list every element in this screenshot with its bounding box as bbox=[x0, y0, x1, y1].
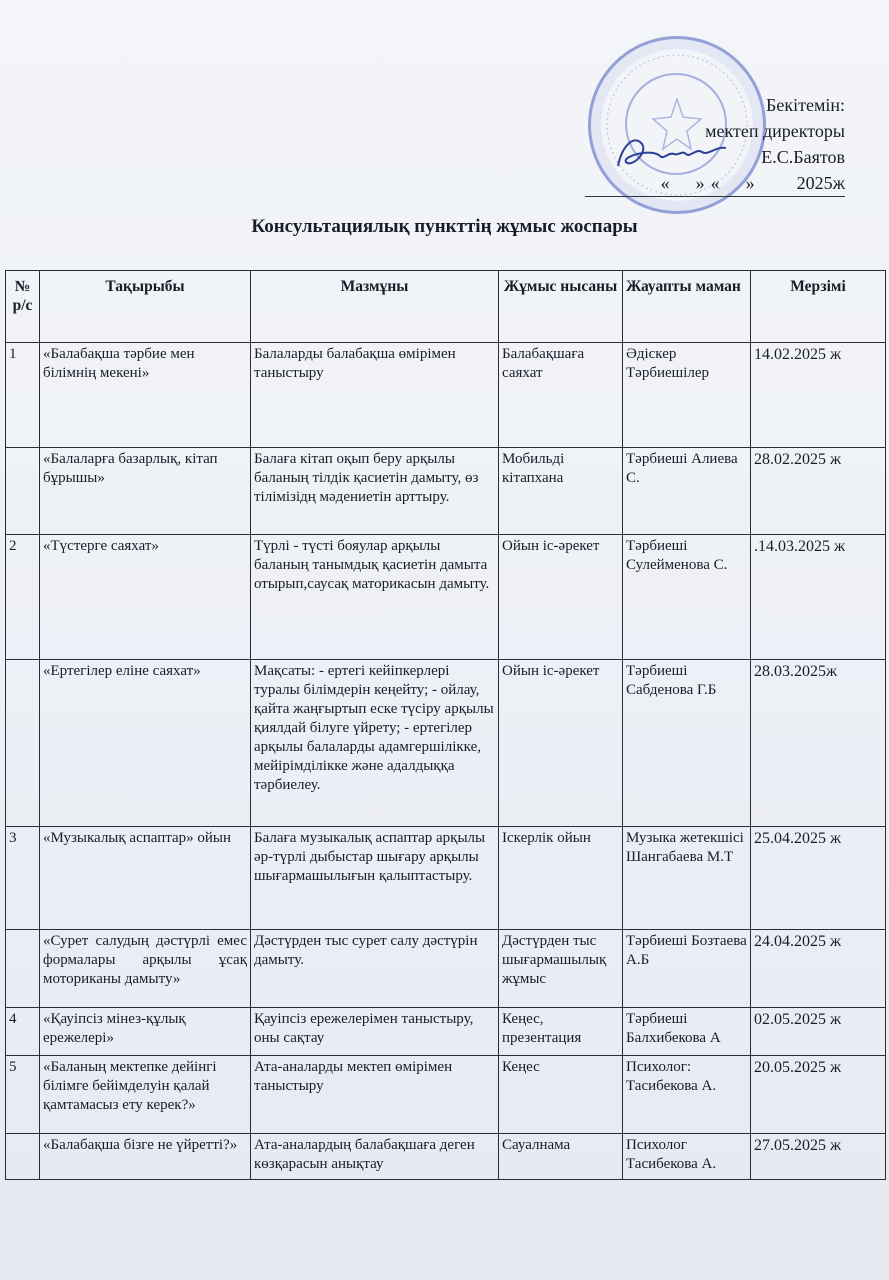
row-form: Іскерлік ойын bbox=[499, 827, 623, 930]
row-topic: «Балаларға базарлық, кітап бұрышы» bbox=[40, 448, 251, 535]
row-form: Балабақшаға саяхат bbox=[499, 343, 623, 448]
table-row bbox=[6, 343, 886, 448]
row-responsible: Психолог Тасибекова А. bbox=[623, 1134, 751, 1180]
row-form: Мобильді кітапхана bbox=[499, 448, 623, 535]
row-num: 2 bbox=[6, 535, 40, 660]
row-form: Кеңес bbox=[499, 1056, 623, 1134]
row-content: Ата-аналарды мектеп өмірімен таныстыру bbox=[251, 1056, 499, 1134]
header-content: Мазмұны bbox=[251, 271, 499, 343]
row-topic: «Ертегілер еліне саяхат» bbox=[40, 660, 251, 827]
row-form: Сауалнама bbox=[499, 1134, 623, 1180]
row-date: 28.03.2025ж bbox=[751, 660, 886, 827]
row-responsible: Әдіскер Тәрбиешілер bbox=[623, 343, 751, 448]
date-quote-open-2: « bbox=[710, 173, 720, 193]
row-topic: «Қауіпсіз мінез-құлық ережелері» bbox=[40, 1008, 251, 1056]
row-date: 28.02.2025 ж bbox=[751, 448, 886, 535]
row-num bbox=[6, 1134, 40, 1180]
row-content: Мақсаты: - ертегі кейіпкерлері туралы білімдерін кеңейту; - ойлау, қайта жаңғыртып еске түсіру арқылы қиялдай білуге үйрету; - ертегілер арқылы балаларды адамгершілікке, мейірімділікке және адалдыққа тәрбиелеу. bbox=[251, 660, 499, 827]
date-quote-close-1: » bbox=[695, 173, 705, 193]
row-form: Дәстүрден тыс шығармашылық жұмыс bbox=[499, 930, 623, 1008]
row-date: .14.03.2025 ж bbox=[751, 535, 886, 660]
row-responsible: Тәрбиеші Балхибекова А bbox=[623, 1008, 751, 1056]
table-row bbox=[6, 660, 886, 827]
row-num: 1 bbox=[6, 343, 40, 448]
plan-table bbox=[5, 270, 886, 1180]
header-topic: Тақырыбы bbox=[40, 271, 251, 343]
row-content: Балаға кітап оқып беру арқылы баланың тілдік қасиетін дамыту, өз тілімізідң мәдениетін арттыру. bbox=[251, 448, 499, 535]
row-content: Балаға музыкалық аспаптар арқылы әр-түрлі дыбыстар шығару арқылы шығармашылығын қалыптастыру. bbox=[251, 827, 499, 930]
row-topic: «Балабақша тәрбие мен білімнің мекені» bbox=[40, 343, 251, 448]
row-form: Кеңес, презентация bbox=[499, 1008, 623, 1056]
table-row bbox=[6, 1134, 886, 1180]
row-num: 3 bbox=[6, 827, 40, 930]
row-topic: «Музыкалық аспаптар» ойын bbox=[40, 827, 251, 930]
row-num bbox=[6, 930, 40, 1008]
row-date: 27.05.2025 ж bbox=[751, 1134, 886, 1180]
row-responsible: Тәрбиеші Сабденова Г.Б bbox=[623, 660, 751, 827]
row-content: Дәстүрден тыс сурет салу дәстүрін дамыту. bbox=[251, 930, 499, 1008]
row-responsible: Музыка жетекшісі Шангабаева М.Т bbox=[623, 827, 751, 930]
header-date: Мерзімі bbox=[751, 271, 886, 343]
approval-date bbox=[585, 170, 845, 197]
approval-heading: Бекітемін: bbox=[766, 95, 845, 115]
table-row bbox=[6, 448, 886, 535]
table-row bbox=[6, 930, 886, 1008]
row-num: 5 bbox=[6, 1056, 40, 1134]
header-form: Жұмыс нысаны bbox=[499, 271, 623, 343]
row-topic: «Балабақша бізге не үйретті?» bbox=[40, 1134, 251, 1180]
date-year: 2025ж bbox=[796, 173, 845, 193]
row-num bbox=[6, 448, 40, 535]
row-topic: «Сурет салудың дәстүрлі емес формалары арқылы ұсақ моториканы дамыту» bbox=[40, 930, 251, 1008]
row-content: Ата-аналардың балабақшаға деген көзқарасын анықтау bbox=[251, 1134, 499, 1180]
row-responsible: Тәрбиеші Бозтаева А.Б bbox=[623, 930, 751, 1008]
table-row bbox=[6, 1056, 886, 1134]
table-row bbox=[6, 827, 886, 930]
date-quote-close-2: » bbox=[745, 173, 755, 193]
row-num bbox=[6, 660, 40, 827]
row-content: Балаларды балабақша өмірімен таныстыру bbox=[251, 343, 499, 448]
row-form: Ойын іс-әрекет bbox=[499, 535, 623, 660]
row-date: 24.04.2025 ж bbox=[751, 930, 886, 1008]
row-date: 20.05.2025 ж bbox=[751, 1056, 886, 1134]
row-content: Түрлі - түсті бояулар арқылы баланың танымдық қасиетін дамыта отырып,саусақ маторикасын дамыту. bbox=[251, 535, 499, 660]
row-responsible: Тәрбиеші Сулейменова С. bbox=[623, 535, 751, 660]
row-responsible: Психолог: Тасибекова А. bbox=[623, 1056, 751, 1134]
row-topic: «Түстерге саяхат» bbox=[40, 535, 251, 660]
header-num: № р/с bbox=[6, 271, 40, 343]
approval-block bbox=[585, 92, 845, 197]
document-title: Консультациялық пункттің жұмыс жоспары bbox=[251, 216, 638, 237]
row-date: 14.02.2025 ж bbox=[751, 343, 886, 448]
row-num: 4 bbox=[6, 1008, 40, 1056]
date-quote-open-1: « bbox=[660, 173, 670, 193]
table-header-row bbox=[6, 271, 886, 343]
row-date: 25.04.2025 ж bbox=[751, 827, 886, 930]
approval-position: мектеп директоры bbox=[705, 121, 845, 141]
row-responsible: Тәрбиеші Алиева С. bbox=[623, 448, 751, 535]
row-content: Қауіпсіз ережелерімен таныстыру, оны сақтау bbox=[251, 1008, 499, 1056]
approval-director-name: Е.С.Баятов bbox=[761, 147, 845, 167]
table-row bbox=[6, 535, 886, 660]
header-responsible: Жауапты маман bbox=[623, 271, 751, 343]
row-topic: «Баланың мектепке дейінгі білімге бейімделуін қалай қамтамасыз ету керек?» bbox=[40, 1056, 251, 1134]
row-form: Ойын іс-әрекет bbox=[499, 660, 623, 827]
table-row bbox=[6, 1008, 886, 1056]
row-date: 02.05.2025 ж bbox=[751, 1008, 886, 1056]
